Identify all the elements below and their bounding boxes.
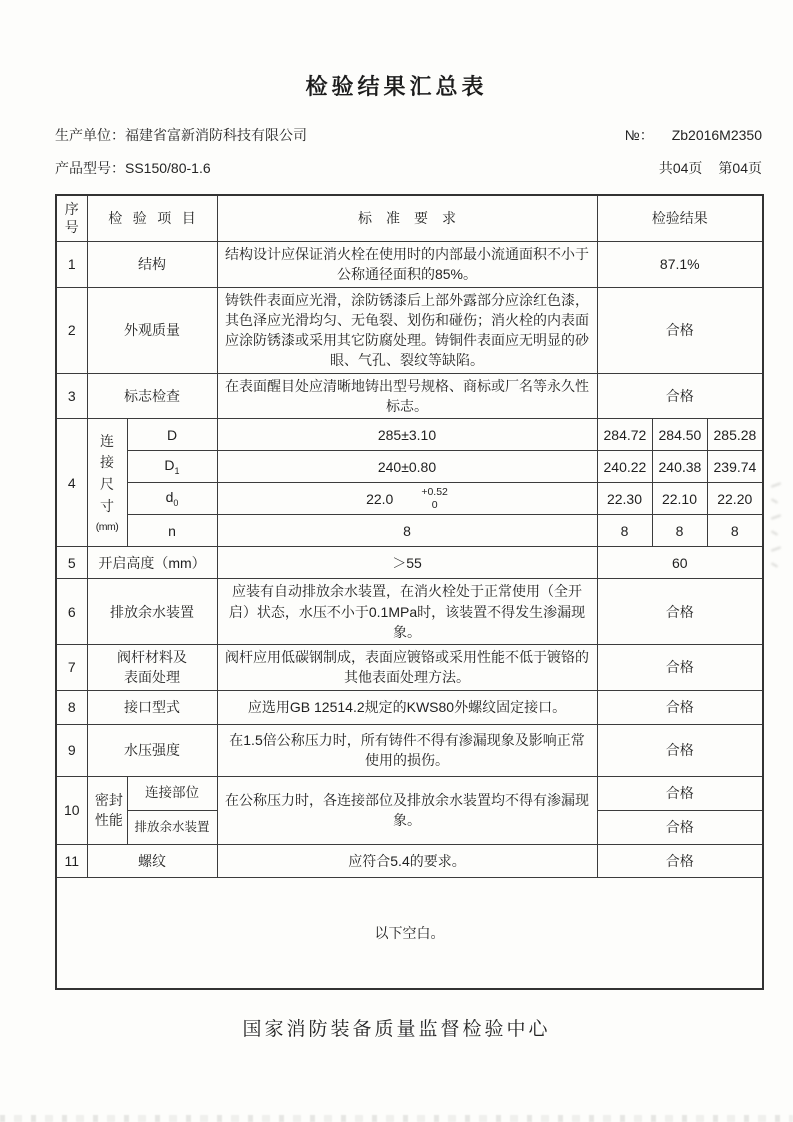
- cell-result-1: 22.30: [597, 483, 652, 515]
- cell-no: 11: [56, 844, 87, 877]
- table-row-dim-n: [56, 515, 763, 547]
- table-row-dim-D1: [56, 451, 763, 483]
- cell-standard: [217, 483, 597, 515]
- group-unit: (mm): [95, 520, 119, 533]
- cell-standard: 240±0.80: [217, 451, 597, 483]
- cell-result-2: 240.38: [652, 451, 707, 483]
- cell-group-label: [87, 419, 127, 547]
- cell-result: 60: [597, 547, 763, 579]
- model-field: [55, 158, 211, 178]
- scan-edge-artifact: [0, 1115, 793, 1122]
- cell-result-2: 8: [652, 515, 707, 547]
- document-info: [55, 125, 762, 178]
- cell-result-3: 8: [707, 515, 763, 547]
- dim-nominal: 22.0: [366, 490, 394, 507]
- producer-label: 生产单位：: [55, 127, 125, 143]
- cell-no: 6: [56, 579, 87, 645]
- report-no-field: [625, 125, 762, 145]
- cell-standard: 在表面醒目处应清晰地铸出型号规格、商标或厂名等永久性标志。: [217, 373, 597, 419]
- cell-result: 合格: [597, 579, 763, 645]
- inspection-result-table: [55, 194, 764, 990]
- cell-standard: 应符合5.4的要求。: [217, 844, 597, 877]
- cell-standard: 8: [217, 515, 597, 547]
- cell-result: 合格: [597, 287, 763, 373]
- table-row: [56, 645, 763, 691]
- cell-result-2: 284.50: [652, 419, 707, 451]
- cell-result: 合格: [597, 690, 763, 724]
- cell-no: 10: [56, 776, 87, 844]
- cell-param: $D_1$: [127, 451, 217, 483]
- cell-result-1: 8: [597, 515, 652, 547]
- model-label: 产品型号：: [55, 160, 125, 176]
- table-row-dim-D: [56, 419, 763, 451]
- cell-param: $d_0$: [127, 483, 217, 515]
- report-no-label: №：: [624, 127, 654, 143]
- cell-item: 结构: [87, 241, 217, 287]
- header-result: 检验结果: [597, 195, 763, 241]
- cell-subitem: 连接部位: [127, 776, 217, 810]
- cell-result: 合格: [597, 645, 763, 691]
- header-item: 检验项目: [87, 195, 217, 241]
- table-row-seal-1: [56, 776, 763, 810]
- cell-result-3: 239.74: [707, 451, 763, 483]
- cell-item: 开启高度（mm）: [87, 547, 217, 579]
- cell-param: D: [127, 419, 217, 451]
- table-row: [56, 241, 763, 287]
- cell-item: 水压强度: [87, 724, 217, 776]
- table-row: [56, 579, 763, 645]
- table-row: [56, 690, 763, 724]
- cell-result-2: 22.10: [652, 483, 707, 515]
- cell-standard: 结构设计应保证消火栓在使用时的内部最小流通面积不小于公称通径面积的85%。: [217, 241, 597, 287]
- pagination: [659, 158, 762, 178]
- table-row: [56, 724, 763, 776]
- table-row-dim-d0: [56, 483, 763, 515]
- producer-field: [55, 125, 307, 145]
- page-title: 检验结果汇总表: [305, 74, 488, 99]
- cell-result: 合格: [597, 373, 763, 419]
- cell-standard: 应选用GB 12514.2规定的KWS80外螺纹固定接口。: [217, 690, 597, 724]
- table-row: [56, 373, 763, 419]
- cell-standard: 在1.5倍公称压力时，所有铸件不得有渗漏现象及影响正常使用的损伤。: [217, 724, 597, 776]
- cell-result: 合格: [597, 844, 763, 877]
- cell-item: 标志检查: [87, 373, 217, 419]
- cell-standard: 铸铁件表面应光滑，涂防锈漆后上部外露部分应涂红色漆，其色泽应光滑均匀、无龟裂、划伤和碰伤；消火栓的内表面应涂防锈漆或采用其它防腐处理。铸铜件表面应无明显的砂眼、气孔、裂纹等缺陷。: [217, 287, 597, 373]
- header-no: 序号: [56, 195, 87, 241]
- table-header-row: [56, 195, 763, 241]
- table-row: [56, 287, 763, 373]
- table-row: [56, 547, 763, 579]
- table-row: [56, 844, 763, 877]
- cell-result-1: 240.22: [597, 451, 652, 483]
- model-value: SS150/80-1.6: [125, 160, 211, 176]
- cell-no: 5: [56, 547, 87, 579]
- cell-param: n: [127, 515, 217, 547]
- cell-result: 合格: [597, 724, 763, 776]
- cell-subitem: 排放余水装置: [127, 810, 217, 844]
- cell-result-3: 285.28: [707, 419, 763, 451]
- cell-item: 排放余水装置: [87, 579, 217, 645]
- info-line-2: [55, 158, 762, 178]
- cell-result-3: 22.20: [707, 483, 763, 515]
- cell-standard: 应装有自动排放余水装置，在消火栓处于正常使用（全开启）状态，水压不小于0.1MPa时，该装置不得发生渗漏现象。: [217, 579, 597, 645]
- cell-standard: 阀杆应用低碳钢制成，表面应镀铬或采用性能不低于镀铬的其他表面处理方法。: [217, 645, 597, 691]
- cell-standard: 285±3.10: [217, 419, 597, 451]
- cell-no: 1: [56, 241, 87, 287]
- table-row-blank: [56, 877, 763, 989]
- cell-item: 阀杆材料及表面处理: [87, 645, 217, 691]
- group-label-text: 连接尺寸: [99, 432, 114, 514]
- cell-result: 合格: [597, 810, 763, 844]
- cell-item: 接口型式: [87, 690, 217, 724]
- cell-item: 外观质量: [87, 287, 217, 373]
- cell-result: 87.1%: [597, 241, 763, 287]
- issuing-organization: 国家消防装备质量监督检验中心: [242, 1019, 551, 1041]
- pages-total: 共04页: [658, 160, 703, 176]
- header-standard: 标准要求: [217, 195, 597, 241]
- cell-no: 3: [56, 373, 87, 419]
- report-no-value: Zb2016M2350: [671, 127, 762, 143]
- dim-tolerance: +0.52 0: [421, 485, 448, 511]
- cell-result: 合格: [597, 776, 763, 810]
- producer-value: 福建省富新消防科技有限公司: [125, 127, 307, 143]
- info-line-1: [55, 125, 762, 145]
- scan-bleed-artifact: [771, 470, 787, 620]
- page-current: 第04页: [718, 160, 762, 176]
- cell-item: 螺纹: [87, 844, 217, 877]
- cell-no: 4: [56, 419, 87, 547]
- cell-no: 8: [56, 690, 87, 724]
- cell-standard: 在公称压力时，各连接部位及排放余水装置均不得有渗漏现象。: [217, 776, 597, 844]
- blank-note: 以下空白。: [56, 877, 763, 989]
- cell-no: 9: [56, 724, 87, 776]
- cell-group-label: 密封性能: [87, 776, 127, 844]
- cell-standard: ＞55: [217, 547, 597, 579]
- cell-result-1: 284.72: [597, 419, 652, 451]
- cell-no: 7: [56, 645, 87, 691]
- cell-no: 2: [56, 287, 87, 373]
